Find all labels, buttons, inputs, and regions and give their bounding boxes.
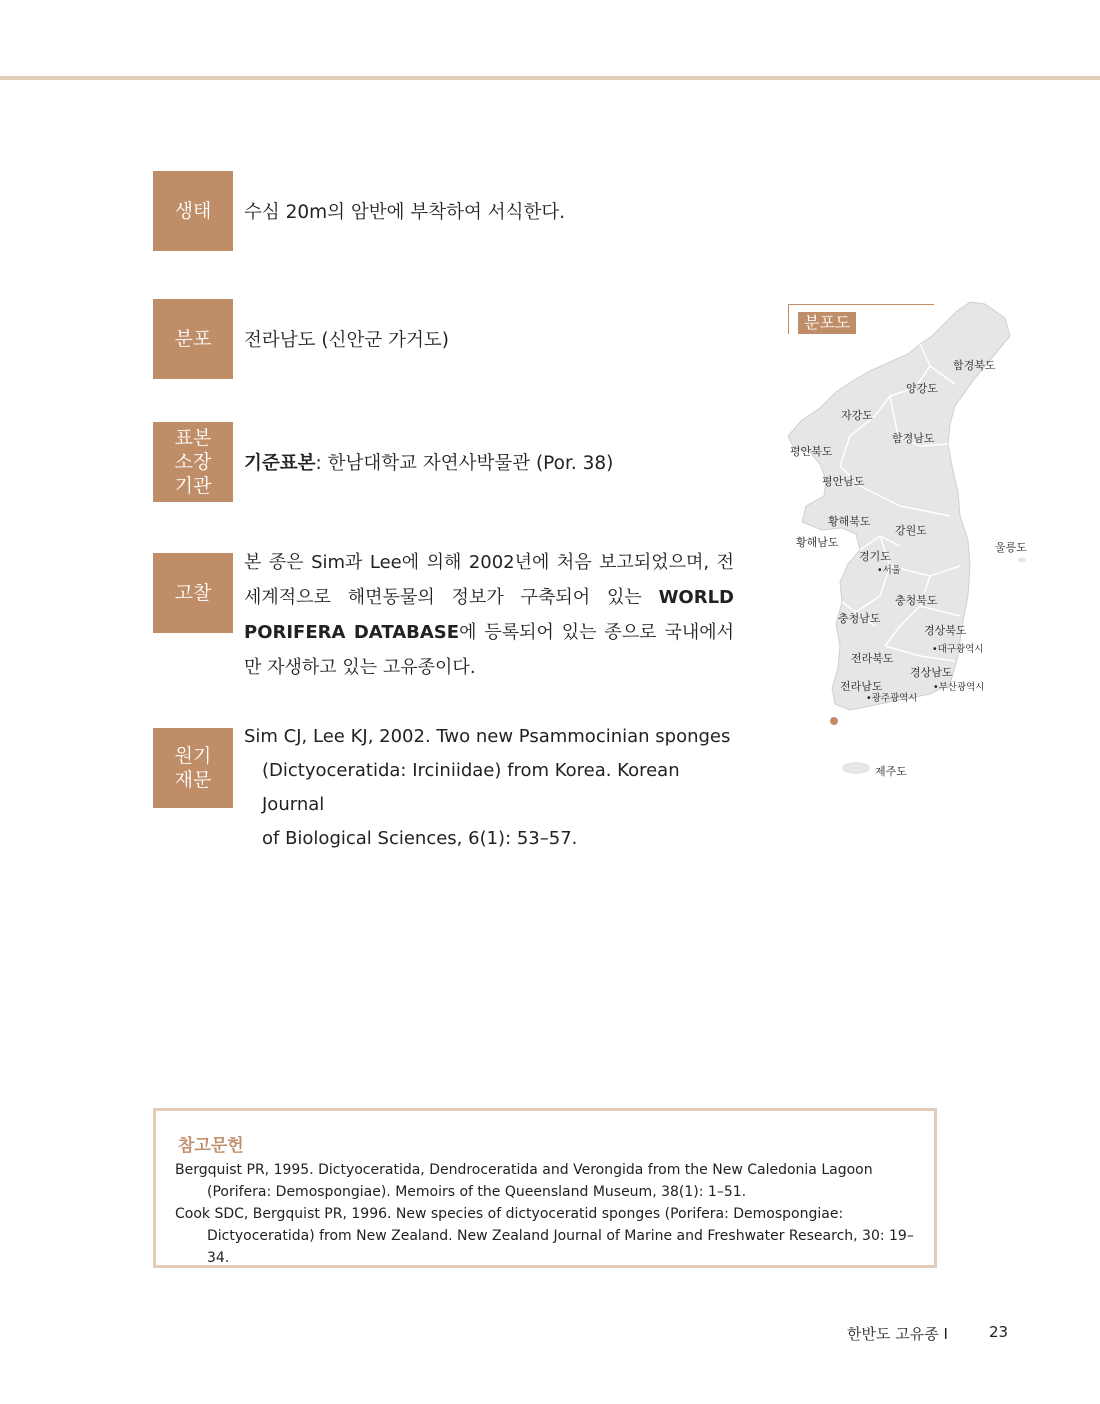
map-label-gangwon: 강원도 [895, 524, 927, 537]
map-label-ulleung: 울릉도 [995, 541, 1027, 554]
distribution-label: 분포 [153, 299, 233, 379]
reference-item: Bergquist PR, 1995. Dictyoceratida, Dendroceratida and Verongida from the New Caledonia Lagoon (Porifera: Demospongiae). Memoirs of the Queensland Museum, 38(1): 1–51. [175, 1162, 873, 1200]
ecology-label: 생태 [153, 171, 233, 251]
map-label-yanggang: 양강도 [906, 382, 938, 395]
distribution-marker [830, 717, 838, 725]
footer-book-title: 한반도 고유종 I [847, 1325, 948, 1343]
remarks-text-part1: 본 종은 Sim과 Lee에 의해 2002년에 처음 보고되었으며, 전 세계적으로 해면동물의 정보가 구축되어 있는 [244, 552, 734, 608]
references-title: 참고문헌 [178, 1136, 244, 1156]
map-label-jeonnam: 전라남도 [840, 680, 883, 693]
original-citation-line3: of Biological Sciences, 6(1): 53–57. [262, 828, 578, 849]
remarks-label: 고찰 [153, 553, 233, 633]
map-label-pyeongannam: 평안남도 [822, 475, 865, 488]
map-label-seoul: •서울 [877, 565, 901, 576]
map-label-pyeonganbuk: 평안북도 [790, 445, 833, 458]
map-label-busan: •부산광역시 [933, 682, 985, 693]
jeju-island-shape [842, 762, 870, 774]
specimen-text [244, 422, 613, 502]
remarks-text [244, 545, 734, 685]
references-box [153, 1108, 937, 1268]
map-label-jagang: 자강도 [841, 409, 873, 422]
distribution-text: 전라남도 (신안군 가거도) [244, 330, 449, 351]
reference-item: Cook SDC, Bergquist PR, 1996. New species of dictyoceratid sponges (Porifera: Demospongiae: Dictyoceratida) from New Zealand. New Zealand Journal of Marine and Freshwater Research, 30: 19–34. [175, 1206, 914, 1266]
map-label-gyeongnam: 경상남도 [910, 666, 953, 679]
map-label-jeonbuk: 전라북도 [851, 652, 894, 665]
map-label-hwanghaebuk: 황해북도 [828, 515, 871, 528]
map-label-gyeonggi: 경기도 [859, 550, 891, 563]
map-label-hwanghaenam: 황해남도 [796, 536, 839, 549]
map-title-tag: 분포도 [798, 312, 856, 334]
map-label-jeju: 제주도 [875, 765, 907, 778]
original-citation [244, 720, 734, 856]
map-label-chungbuk: 충청북도 [895, 594, 938, 607]
ecology-text: 수심 20m의 암반에 부착하여 서식한다. [244, 202, 566, 223]
specimen-institution: : 한남대학교 자연사박물관 (Por. 38) [315, 453, 614, 474]
remarks-database-name: WORLD PORIFERA DATABASE [244, 587, 734, 643]
map-label-chungnam: 충청남도 [838, 612, 881, 625]
original-label: 원기 재문 [153, 728, 233, 808]
original-citation-line2: (Dictyoceratida: Irciniidae) from Korea. Korean Journal [262, 760, 680, 815]
specimen-label: 표본 소장 기관 [153, 422, 233, 502]
ulleung-island-shape [1018, 558, 1026, 563]
map-label-hamgyeongbuk: 함경북도 [953, 359, 996, 372]
footer-page-number: 23 [989, 1323, 1009, 1341]
map-label-gwangju: •광주광역시 [866, 693, 918, 704]
references-list [175, 1159, 920, 1269]
remarks-text-part2: 에 등록되어 있는 종으로 국내에서만 자생하고 있는 고유종이다. [244, 622, 734, 678]
map-label-gyeongbuk: 경상북도 [924, 624, 967, 637]
specimen-type-label: 기준표본 [244, 453, 316, 474]
map-label-hamgyeongnam: 함경남도 [892, 432, 935, 445]
header-rule [0, 76, 1100, 80]
original-citation-line1: Sim CJ, Lee KJ, 2002. Two new Psammocinian sponges [244, 726, 731, 747]
map-label-daegu: •대구광역시 [932, 644, 984, 655]
